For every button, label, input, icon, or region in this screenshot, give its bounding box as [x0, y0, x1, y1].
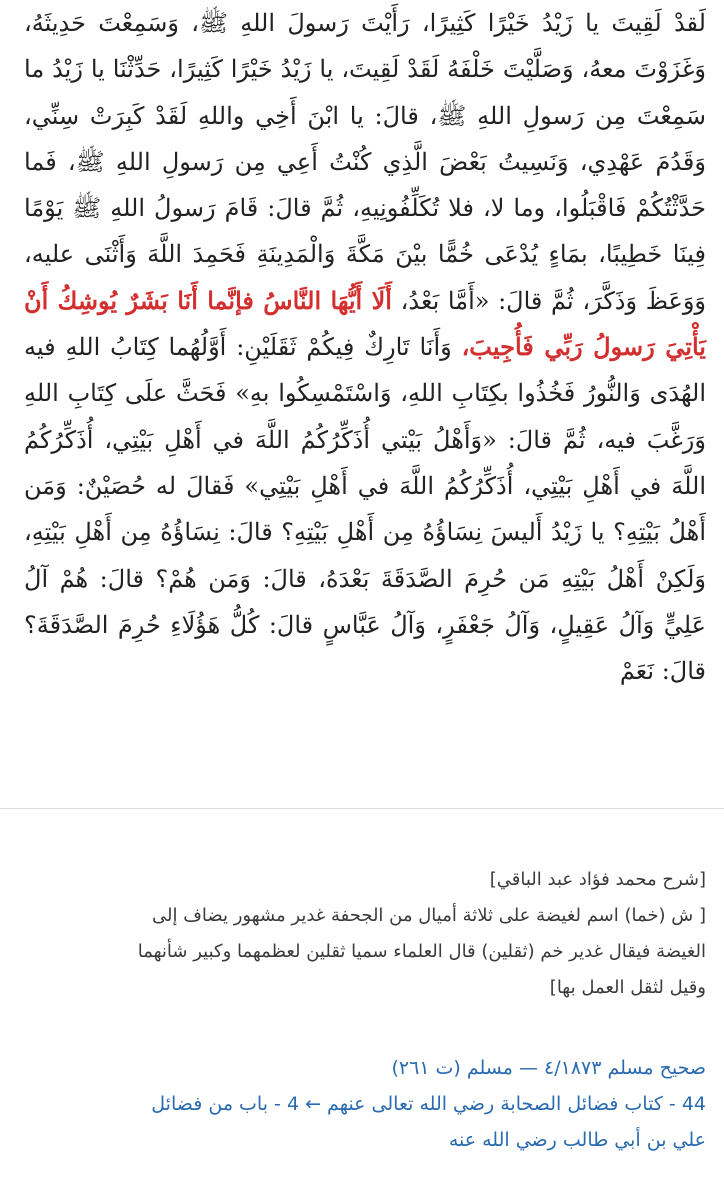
source-link[interactable]: صحيح مسلم ٤/١٨٧٣ — مسلم (ت ٢٦١): [391, 1057, 706, 1079]
commentary-block: [24, 862, 706, 1006]
commentary-heading: [شرح محمد فؤاد عبد الباقي]: [489, 869, 706, 890]
commentary-line: الغيضة فيقال غدير خم (ثقلين) قال العلماء سميا ثقلين لعظمهما وكبير شأنهما: [137, 941, 706, 962]
hadith-highlight: أَلَا أَيُّهَا النَّاسُ فإنَّما أَنَا بَشَرٌ يُوشِكُ أَنْ يَأْتِيَ رَسولُ رَبِّي فَأُجِيبَ،: [24, 285, 706, 362]
hadith-part-1: لَقدْ لَقِيتَ يا زَيْدُ خَيْرًا كَثِيرًا، رَأَيْتَ رَسولَ اللهِ ﷺ، وَسَمِعْتَ حَدِيثَهُ، وَغَزَوْتَ معهُ، وَصَلَّيْتَ خَلْفَهُ لَقَدْ لَقِيتَ، يا زَيْدُ خَيْرًا كَثِيرًا، حَدِّثْنَا يا زَيْدُ ما سَمِعْتَ مِن رَسولِ اللهِ ﷺ، قالَ: يا ابْنَ أَخِي واللهِ لَقَدْ كَبِرَتْ سِنِّي، وَقَدُمَ عَهْدِي، وَنَسِيتُ بَعْضَ الَّذِي كُنْتُ أَعِي مِن رَسولِ اللهِ ﷺ، فَما حَدَّثْتُكُمْ فَاقْبَلُوا، وما لا، فلا تُكَلِّفُونِيهِ، ثُمَّ قالَ: قَامَ رَسولُ اللهِ ﷺ يَوْمًا فِينَا خَطِيبًا، بمَاءٍ يُدْعَى خُمًّا بيْنَ مَكَّةَ وَالْمَدِينَةِ فَحَمِدَ اللَّهَ وَأَثْنَى عليه، وَوَعَظَ وَذَكَّرَ، ثُمَّ قالَ: «أَمَّا بَعْدُ،: [24, 9, 706, 315]
hadith-part-2: وَأَنَا تَارِكٌ فِيكُمْ ثَقَلَيْنِ: أَوَّلُهُما كِتَابُ اللهِ فيه الهُدَى وَالنُّورُ فَخُذُوا بكِتَابِ اللهِ، وَاسْتَمْسِكُوا بهِ» فَحَثَّ علَى كِتَابِ اللهِ وَرَغَّبَ فيه، ثُمَّ قالَ: «وَأَهْلُ بَيْتي أُذَكِّرُكُمُ اللَّهَ في أَهْلِ بَيْتِي، أُذَكِّرُكُمُ اللَّهَ في أَهْلِ بَيْتِي، أُذَكِّرُكُمُ اللَّهَ في أَهْلِ بَيْتِي» فَقالَ له حُصَيْنٌ: وَمَن أَهْلُ بَيْتِهِ؟ يا زَيْدُ أَليسَ نِسَاؤُهُ مِن أَهْلِ بَيْتِهِ؟ قالَ: نِسَاؤُهُ مِن أَهْلِ بَيْتِهِ، وَلَكِنْ أَهْلُ بَيْتِهِ مَن حُرِمَ الصَّدَقَةَ بَعْدَهُ، قالَ: وَمَن هُمْ؟ قالَ: هُمْ آلُ عَلِيٍّ وَآلُ عَقِيلٍ، وَآلُ جَعْفَرٍ، وَآلُ عَبَّاسٍ قالَ: كُلُّ هَؤُلَاءِ حُرِمَ الصَّدَقَةَ؟ قالَ: نَعَمْ: [24, 333, 706, 686]
divider: [0, 808, 724, 809]
commentary-line: [ ش (خما) اسم لغيضة على ثلاثة أميال من الجحفة غدير مشهور يضاف إلى: [152, 905, 706, 926]
hadith-text: [24, 0, 706, 694]
reference-block: [24, 1050, 706, 1158]
chapter-link-continued[interactable]: علي بن أبي طالب رضي الله عنه: [448, 1129, 706, 1151]
commentary-line: وقيل لثقل العمل بها]: [549, 977, 706, 998]
chapter-link[interactable]: 44 - كتاب فضائل الصحابة رضي الله تعالى عنهم ← 4 - باب من فضائل: [151, 1093, 706, 1115]
